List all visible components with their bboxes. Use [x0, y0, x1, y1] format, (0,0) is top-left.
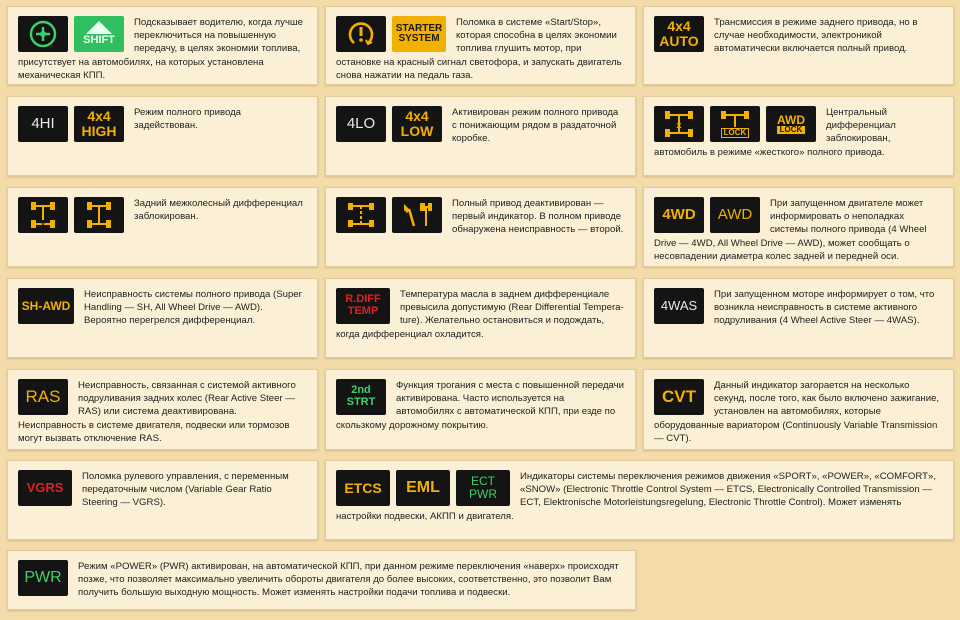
- card-4wd-awd: [643, 187, 954, 267]
- shift-up-icon: SHIFT: [74, 16, 124, 52]
- vgrs-icon: VGRS: [18, 470, 72, 506]
- ect-pwr-icon: ECT PWR: [456, 470, 510, 506]
- 4wd-fault-icon: [392, 197, 442, 233]
- start-stop-warning-icon: [336, 16, 386, 52]
- 4x4-low-icon: 4x4 LOW: [392, 106, 442, 142]
- card-text: Поломка в системе «Start/Stop», которая способна в целях экономии топлива глушить мотор, при остановке на красный сигнал светофора, и запускать двигатель снова нажатии на педаль газа.: [336, 17, 622, 81]
- r-diff-temp-icon: R.DIFF TEMP: [336, 288, 390, 324]
- card-4was: [643, 278, 954, 358]
- card-4x4-auto: [643, 6, 954, 85]
- card-text: Функция трогания с места с повышенной передачи активирована. Часто используется на автомобилях с автоматической КПП, при езде по скользкому дорожному покрытию.: [336, 380, 625, 431]
- card-text: Трансмиссия в режиме заднего привода, но в случае необходимости, электроникой автоматически включается полный привод.: [714, 17, 918, 55]
- card-pwr: [7, 550, 636, 610]
- card-rear-diff-lock: [7, 187, 318, 267]
- gear-shift-circle-icon: [18, 16, 68, 52]
- card-starter-system: [325, 6, 636, 85]
- rear-diff-lock-icon: [74, 197, 124, 233]
- awd-lock-icon: AWD LOCK: [766, 106, 816, 142]
- card-text: При запущенном моторе информирует о том, что возникла неисправность в системе активного подруливания (4 Wheel Active Steer — 4WAS).: [714, 289, 935, 327]
- center-diff-icon: [654, 106, 704, 142]
- card-text: Неисправность, связанная с системой активного подруливания задних колес (Rear Active Steer — RAS) или система деактивирована. Неисправность в системе двигателя, подвески или тормозов могут вызвать отключение RAS.: [18, 380, 296, 444]
- card-text: Неисправность системы полного привода (Super Handling — SH, All Wheel Drive — AWD). Вероятно перегрелся дифференциал.: [84, 289, 302, 327]
- card-text: Данный индикатор загорается на несколько секунд, после того, как было включено зажигание, установлен на автомобилях, которые оборудованные вариатором (Continuously Variable Transmission — CVT).: [654, 380, 940, 444]
- card-sh-awd: [7, 278, 318, 358]
- 4wd-icon: 4WD: [654, 197, 704, 233]
- card-text: Режим «POWER» (PWR) активирован, на автоматической КПП, при данном режиме переключения «наверх» происходят позже, что позволяет максимально увеличить обороты двигателя до более высоких, соответственно, это позволит Вам получить большую выходную мощность. Может изменять настройки подачи топлива и подвески.: [78, 561, 619, 599]
- 4lo-icon: 4LO: [336, 106, 386, 142]
- cvt-icon: CVT: [654, 379, 704, 415]
- 4x4-high-icon: 4x4 HIGH: [74, 106, 124, 142]
- card-vgrs: [7, 460, 318, 540]
- center-diff-lock-icon: LOCK: [710, 106, 760, 142]
- card-2nd-start: [325, 369, 636, 450]
- card-text: Подсказывает водителю, когда лучше переключиться на повышенную передачу, в целях экономии топлива, присутствует на автомобилях, на которых установлена механическая КПП.: [18, 17, 303, 81]
- pwr-icon: PWR: [18, 560, 68, 596]
- sh-awd-icon: SH-AWD: [18, 288, 74, 324]
- card-ras: [7, 369, 318, 450]
- card-text: Индикаторы системы переключения режимов движения «SPORT», «POWER», «COMFORT», «SNOW» (Electronic Throttle Control System — ETCS, Electronically Controlled Transmission — ECT, Elektronische Motorleistungsregelung, Electronic Throttle Control). Может изменять настройки подвески, АКПП и двигателя.: [336, 471, 937, 522]
- starter-system-icon: STARTER SYSTEM: [392, 16, 446, 52]
- 4was-icon: 4WAS: [654, 288, 704, 324]
- card-center-diff-lock: [643, 96, 954, 176]
- 4hi-icon: 4HI: [18, 106, 68, 142]
- card-4wd-off-fault: [325, 187, 636, 267]
- card-text: Температура масла в заднем дифференциале превысила допустимую (Rear Differential Tempera-ture). Желательно остановиться и подождать, когда дифференциал охладится.: [336, 289, 624, 340]
- svg-text:x: x: [41, 222, 45, 229]
- rear-diff-icon: [18, 197, 68, 233]
- svg-text:x: x: [676, 120, 682, 130]
- ras-icon: RAS: [18, 379, 68, 415]
- 4x4-auto-icon: 4x4 AUTO: [654, 16, 704, 52]
- 2nd-start-icon: 2nd STRT: [336, 379, 386, 415]
- 4wd-off-icon: [336, 197, 386, 233]
- card-text: Поломка рулевого управления, с переменным передаточным числом (Variable Gear Ratio Steering — VGRS).: [82, 471, 289, 509]
- card-4hi: [7, 96, 318, 176]
- card-text: Полный привод деактивирован — первый индикатор. В полном приводе обнаружена неисправность — второй.: [452, 198, 624, 236]
- etcs-icon: ETCS: [336, 470, 390, 506]
- awd-icon: AWD: [710, 197, 760, 233]
- card-drive-modes: [325, 460, 954, 540]
- card-text: При запущенном двигателе может информировать о неполадках системы полного привода (4 Wheel Drive — 4WD, All Wheel Drive — AWD), может сообщать о несовпадении диаметра колес задней и передней оси.: [654, 198, 927, 262]
- card-text: Центральный дифференциал заблокирован, автомобиль в режиме «жесткого» полного привода.: [654, 107, 896, 158]
- card-4lo: [325, 96, 636, 176]
- card-text: Активирован режим полного привода с понижающим рядом в раздаточной коробке.: [452, 107, 619, 145]
- card-text: Режим полного привода задействован.: [134, 107, 242, 132]
- card-shift-indicator: [7, 6, 318, 85]
- eml-icon: EML: [396, 470, 450, 506]
- card-r-diff-temp: [325, 278, 636, 358]
- card-cvt: [643, 369, 954, 450]
- card-text: Задний межколесный дифференциал заблокирован.: [134, 198, 303, 223]
